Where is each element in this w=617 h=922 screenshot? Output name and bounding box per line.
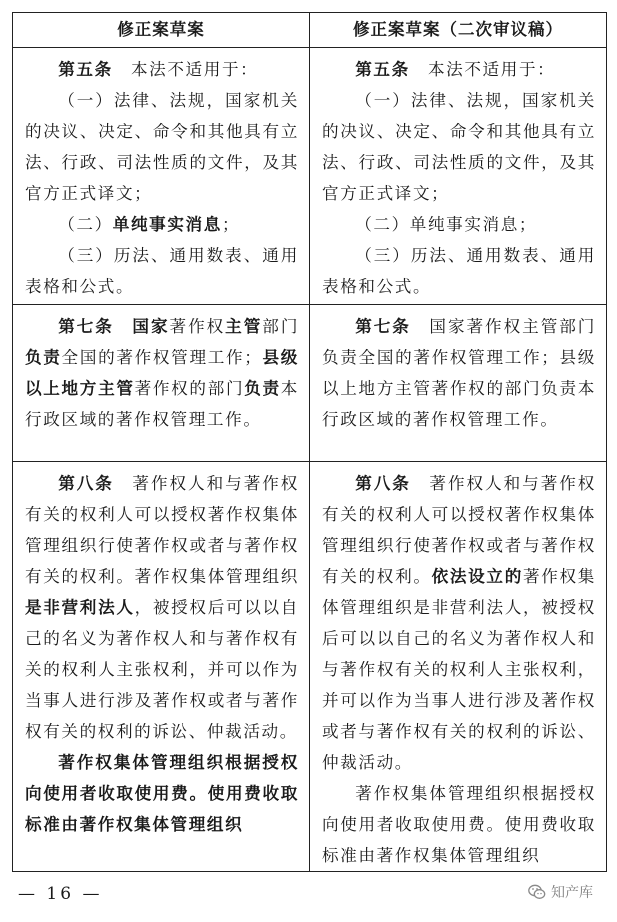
page-footer <box>0 878 617 908</box>
body-text: （一）法律、法规，国家机关的决议、决定、命令和其他具有立法、行政、司法性质的文件，及其官方正式译文； <box>25 91 299 203</box>
body-text: 国家著作权主管部门负责全国的著作权管理工作；县级以上地方主管著作权的部门负责本行政区域的著作权管理工作。 <box>322 317 596 429</box>
table-row-article-7 <box>13 305 607 462</box>
cell-paragraph <box>322 209 596 240</box>
document-page <box>12 12 606 872</box>
table-header-row <box>13 13 607 48</box>
body-text: ； <box>221 215 241 234</box>
cell-paragraph <box>25 747 299 840</box>
cell-paragraph <box>25 54 299 85</box>
watermark-label: 知产库 <box>551 885 593 901</box>
body-text: （三）历法、通用数表、通用表格和公式。 <box>322 246 596 296</box>
emphasized-text: 县级以上地方主管 <box>25 348 299 398</box>
body-text: 著作权集体管理组织根据授权向使用者收取使用费。使用费收取标准由著作权集体管理组织 <box>322 784 596 865</box>
cell-paragraph <box>25 468 299 747</box>
emphasized-text: 第七条 <box>58 317 114 336</box>
body-text: 著作权人和与著作权有关的权利人可以授权著作权集体管理组织行使著作权或者与著作权有关的权利。著作权集体管理组织 <box>25 474 299 586</box>
body-text: ，被授权后可以以自己的名义为著作权人和与著作权有关的权利人主张权利，并可以作为当事人进行涉及著作权或者与著作权有关的权利的诉讼、仲裁活动。 <box>25 598 299 741</box>
body-text: 部门 <box>262 317 300 336</box>
cell-second-draft-article-7 <box>310 305 607 462</box>
emphasized-text: 是非营利法人 <box>25 598 135 617</box>
emphasized-text: 负责 <box>244 379 281 398</box>
watermark <box>528 882 593 902</box>
cell-draft-article-8 <box>13 462 310 872</box>
cell-draft-article-7 <box>13 305 310 462</box>
body-text: （三）历法、通用数表、通用表格和公式。 <box>25 246 299 296</box>
cell-paragraph <box>322 311 596 435</box>
body-text <box>114 317 133 336</box>
body-text: 本法不适用于： <box>112 60 259 79</box>
emphasized-text: 第八条 <box>58 474 114 493</box>
emphasized-text: 单纯事实消息 <box>112 215 222 234</box>
emphasized-text: 国家 <box>132 317 170 336</box>
cell-paragraph <box>322 240 596 302</box>
emphasized-text: 第五条 <box>58 60 113 79</box>
cell-paragraph <box>322 778 596 871</box>
body-text: 著作权人和与著作权有关的权利人可以授权著作权集体管理组织行使著作权或者与著作权有关的权利。 <box>322 474 596 586</box>
body-text: 著作权 <box>169 317 226 336</box>
emphasized-text: 第五条 <box>355 60 410 79</box>
emphasized-text: 著作权集体管理组织根据授权向使用者收取使用费。使用费收取标准由著作权集体管理组织 <box>25 753 299 834</box>
body-text: （二） <box>58 215 113 234</box>
emphasized-text: 依法设立的 <box>431 567 523 586</box>
emphasized-text: 第七条 <box>355 317 411 336</box>
body-text: 著作权的部门 <box>134 379 245 398</box>
emphasized-text: 第八条 <box>355 474 411 493</box>
emphasized-text: 主管 <box>225 317 263 336</box>
emphasized-text: 负责 <box>25 348 62 367</box>
body-text: 全国的著作权管理工作； <box>61 348 263 367</box>
body-text: 本法不适用于： <box>409 60 556 79</box>
cell-draft-article-5 <box>13 48 310 305</box>
cell-second-draft-article-5 <box>310 48 607 305</box>
body-text: 著作权集体管理组织是非营利法人，被授权后可以以自己的名义为著作权人和与著作权有关的权利人主张权利，并可以作为当事人进行涉及著作权或者与著作权有关的权利的诉讼、仲裁活动。 <box>322 567 596 772</box>
wechat-icon <box>528 884 546 900</box>
cell-paragraph <box>25 209 299 240</box>
cell-paragraph <box>25 85 299 209</box>
body-text: 本行政区域的著作权管理工作。 <box>25 379 299 429</box>
comparison-table <box>12 12 607 872</box>
table-row-article-5 <box>13 48 607 305</box>
page-number: — 16 — <box>18 884 103 904</box>
cell-paragraph <box>322 468 596 778</box>
cell-second-draft-article-8 <box>310 462 607 872</box>
cell-paragraph <box>25 240 299 302</box>
header-left: 修正案草案 <box>13 13 310 48</box>
body-text: （二）单纯事实消息； <box>355 215 538 234</box>
table-row-article-8 <box>13 462 607 872</box>
cell-paragraph <box>322 85 596 209</box>
cell-paragraph <box>322 54 596 85</box>
header-right: 修正案草案（二次审议稿） <box>310 13 607 48</box>
body-text: （一）法律、法规，国家机关的决议、决定、命令和其他具有立法、行政、司法性质的文件，及其官方正式译文； <box>322 91 596 203</box>
cell-paragraph <box>25 311 299 435</box>
